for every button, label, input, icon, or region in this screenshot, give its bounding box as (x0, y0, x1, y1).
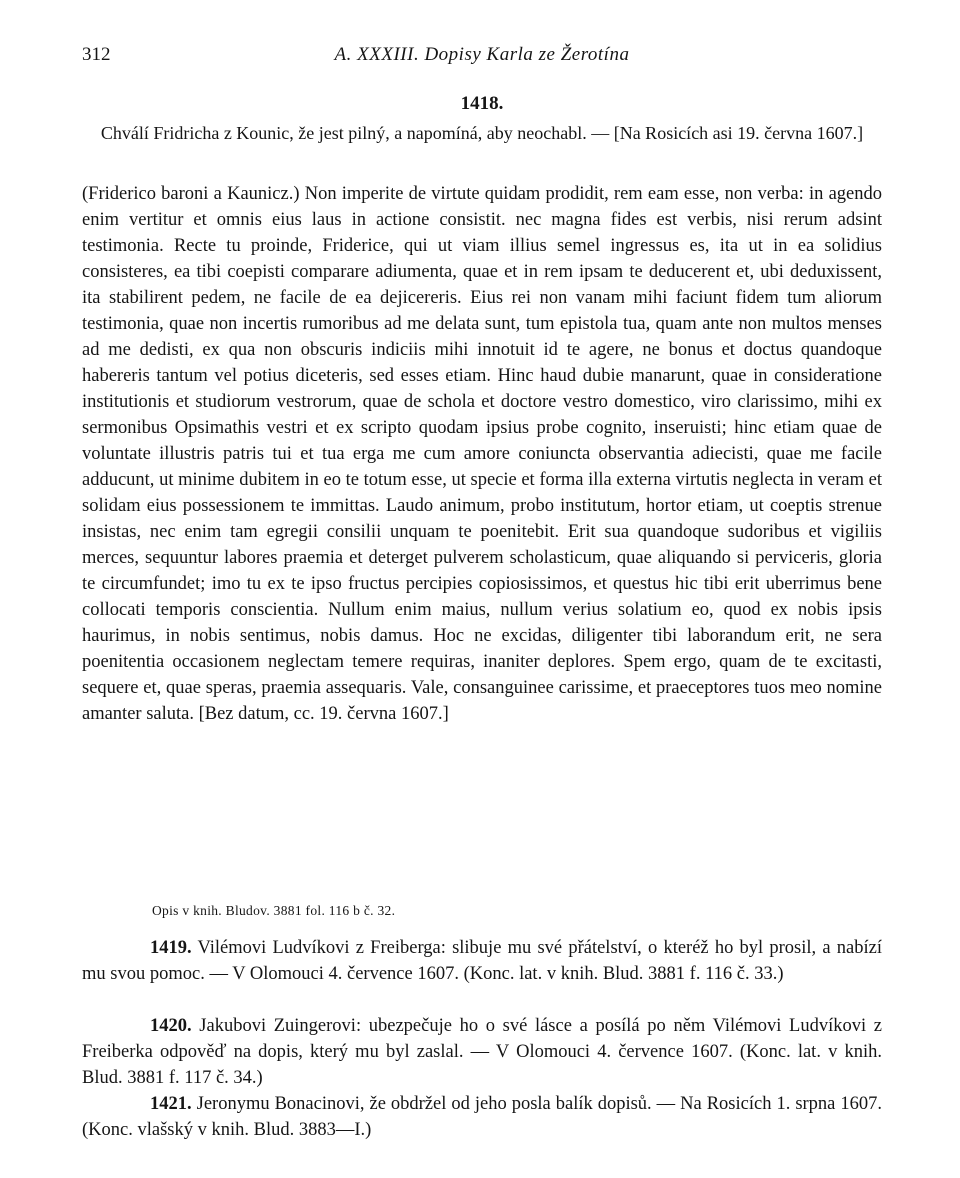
entry-1421 (82, 1091, 882, 1143)
entry-number: 1419. (150, 938, 192, 958)
entry-number: 1420. (150, 1016, 192, 1036)
entry-text: Vilémovi Ludvíkovi z Freiberga: slibuje mu své přátelství, o kteréž ho byl prosil, a nabízí mu svou pomoc. — V Olomouci 4. července 1607. (Konc. lat. v knih. Blud. 3881 f. 116 č. 33.) (82, 938, 882, 984)
entry-text: Jeronymu Bonacinovi, že obdržel od jeho posla balík dopisů. — Na Rosicích 1. srpna 1607. (Konc. vlašský v knih. Blud. 3883—I.) (82, 1094, 883, 1140)
entry-1419 (82, 935, 882, 987)
document-number: 1418. (460, 93, 504, 114)
entry-text: Jakubovi Zuingerovi: ubezpečuje ho o své lásce a posílá po něm Vilémovi Ludvíkovi z Freiberka odpověď na dopis, který mu byl zaslal. — V Olomouci 4. července 1607. (Konc. lat. v knih. Blud. 3881 f. 117 č. 34.) (82, 1016, 882, 1088)
page-number: 312 (82, 44, 111, 65)
source-note: Opis v knih. Bludov. 3881 fol. 116 b č. 32. (152, 903, 396, 918)
document-regest: Chválí Fridricha z Kounic, že jest pilný, a napomíná, aby neochabl. — [Na Rosicích asi 19. června 1607.] (100, 123, 864, 143)
running-title: A. XXXIII. Dopisy Karla ze Žerotína (334, 44, 630, 65)
running-head (82, 44, 882, 68)
entry-1420 (82, 1013, 882, 1091)
document-body: (Friderico baroni a Kaunicz.) Non imperite de virtute quidam prodidit, rem eam esse, non verba: in agendo enim vertitur et omnis eius laus in actione consistit. nec magna fides est verbis, nisi rerum adsint testimonia. Recte tu proinde, Friderice, qui ut viam illius semel ingressus es, ita ut in ea solidius consisteres, ea tibi coepisti comparare adiumenta, quae et in rem ipsam te deducerent et, ubi deduxissent, ita stabilirent pedem, ne facile de ea dejicereris. Eius rei non vanam mihi faciunt fidem tum aliorum testimonia, quae non incertis rumoribus ad me delata sunt, tum epistola tua, quam ante non multos menses ad me dedisti, ex qua non obscuris indiciis mihi innotuit id te agere, ne bonus et doctus quandoque habereris tantum vel potius diceteris, sed esses etiam. Hinc haud dubie manarunt, quae in consideratione institutionis et studiorum vestrorum, quae de schola et doctore vestro domestico, viro clarissimo, mihi ex sermonibus Opsimathis vestri et ex scripto quodam ipsius probe cognito, inseruisti; hinc etiam quae de voluntate illustris patris tui et tua erga me cum amore coniuncta observantia adiecisti, quae me facile adducunt, ut minime dubitem in eo te totum esse, ut specie et forma illa externa virtutis neglecta in veram et solidam eius possessionem te immittas. Laudo animum, probo institutum, hortor etiam, ut coeptis strenue insistas, nec enim tam egregii consilii unquam te poenitebit. Erit sua quandoque sudoribus et vigiliis merces, sequuntur labores praemia et deterget pulverem scholasticum, quae aliquando si perviceris, gloria te circumfundet; imo tu ex te ipso fructus percipies copiosissimos, et questus hic tibi erit uberrimus bene collocati temporis conscientia. Nullum enim maius, nullum verius solatium eo, quod ex nobis ipsis haurimus, in nobis sentimus, nobis damus. Hoc ne excidas, diligenter tibi laborandum erit, ne sera poenitentia occasionem neglectam temere requiras, inaniter deplores. Spem ergo, quam de te excitasti, sequere et, quae speras, praemia assequaris. Vale, consanguinee carissime, et praeceptores tuos meo nomine amanter saluta. [Bez datum, cc. 19. června 1607.] (82, 184, 882, 724)
entry-number: 1421. (150, 1094, 192, 1114)
